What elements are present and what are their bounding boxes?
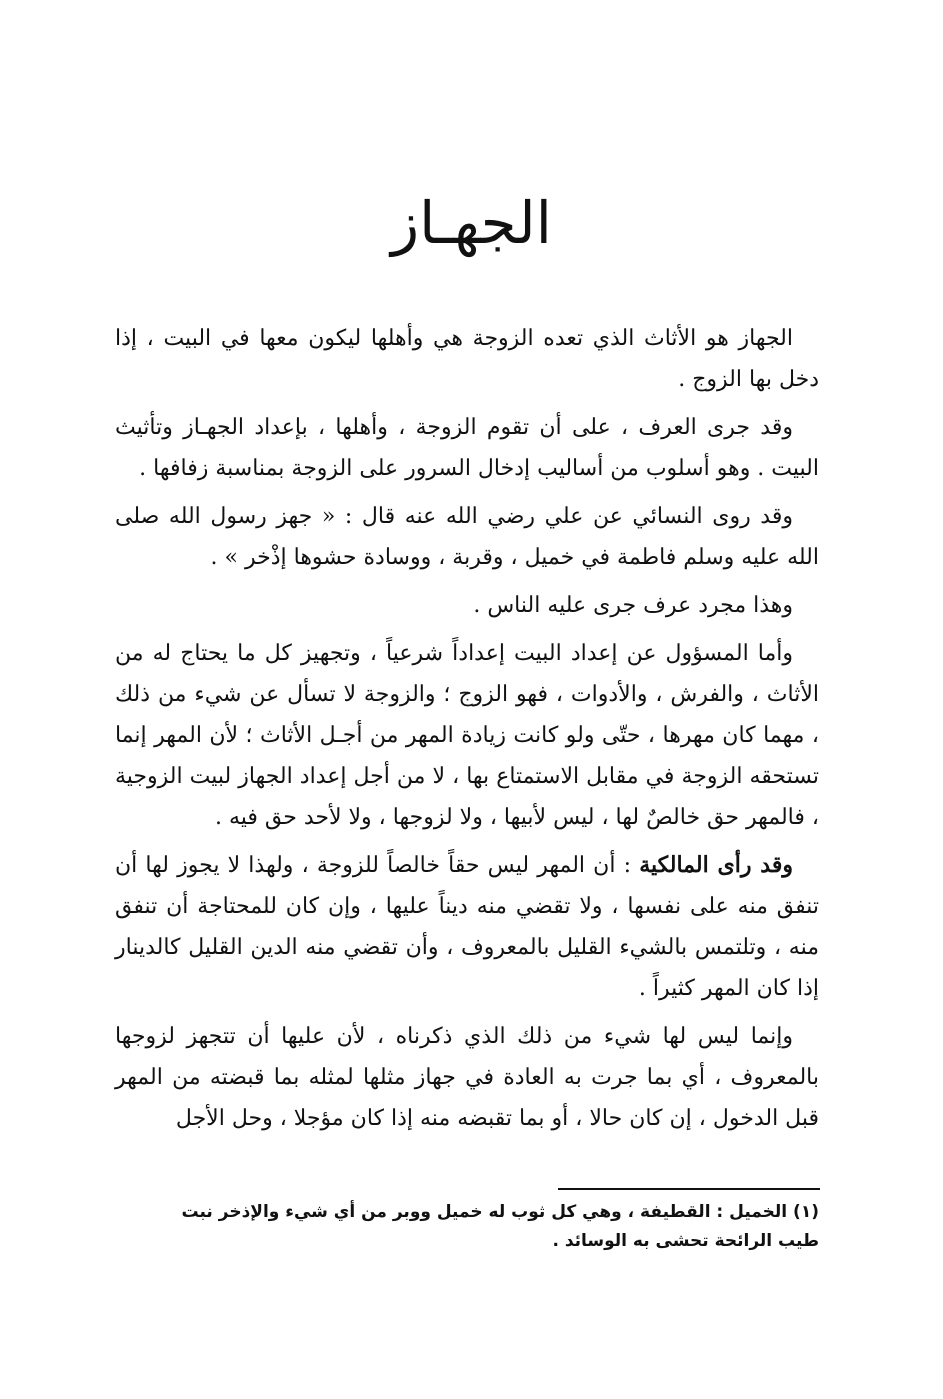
paragraph-1 xyxy=(115,318,819,400)
paragraph-6-text: : أن المهر ليس حقاً خالصاً للزوجة ، ولهذا لا يجوز لها أن تنفق منه على نفسها ، ولا تقضي منه ديناً عليها ، وإن كان للمحتاجة أن تنفق منه ، وتلتمس بالشيء القليل بالمعروف ، وأن تقضي منه الدين القليل كالدينار إذا كان المهر كثيراً . xyxy=(115,853,819,1001)
paragraph-2-text: وقد جرى العرف ، على أن تقوم الزوجة ، وأهلها ، بإعداد الجهـاز وتأثيث البيت . وهو أسلوب من أساليب إدخال السرور على الزوجة بمناسبة زفافها . xyxy=(115,415,819,481)
body-text xyxy=(115,318,819,1146)
paragraph-7-text: وإنما ليس لها شيء من ذلك الذي ذكرناه ، لأن عليها أن تتجهز لزوجها بالمعروف ، أي بما جرت به العادة في جهاز مثلها لمثله بما قبضته من المهر قبل الدخول ، إن كان حالا ، أو بما تقبضه منه إذا كان مؤجلا ، وحل الأجل xyxy=(115,1024,819,1131)
paragraph-4 xyxy=(115,585,819,626)
paragraph-5 xyxy=(115,633,819,838)
paragraph-3-text: وقد روى النسائي عن علي رضي الله عنه قال : « جهز رسول الله صلى الله عليه وسلم فاطمة في خميل ، وقربة ، ووسادة حشوها إذْخر » . xyxy=(115,504,819,570)
paragraph-6 xyxy=(115,845,819,1009)
paragraph-7 xyxy=(115,1016,819,1139)
page-title: الجهـاز xyxy=(391,189,552,257)
paragraph-3 xyxy=(115,496,819,578)
paragraph-6-lead: وقد رأى المالكية xyxy=(639,852,793,878)
paragraph-1-text: الجهاز هو الأثاث الذي تعده الزوجة هي وأهلها ليكون معها في البيت ، إذا دخل بها الزوج . xyxy=(115,326,819,392)
paragraph-5-text: وأما المسؤول عن إعداد البيت إعداداً شرعياً ، وتجهيز كل ما يحتاج له من الأثاث ، والفرش ، والأدوات ، فهو الزوج ؛ والزوجة لا تسأل عن شيء من ذلك ، مهما كان مهرها ، حتّى ولو كانت زيادة المهر من أجـل الأثاث ؛ لأن المهر إنما تستحقه الزوجة في مقابل الاستمتاع بها ، لا من أجل إعداد الجهاز لبيت الزوجية ، فالمهر حق خالصٌ لها ، ليس لأبيها ، ولا لزوجها ، ولا لأحد حق فيه . xyxy=(115,641,820,830)
footnote-divider xyxy=(558,1188,820,1190)
footnote: (١) الخميل : القطيفة ، وهي كل ثوب له خميل ووبر من أي شيء والإذخر نبت طيب الرائحة تحشى به الوسائد . xyxy=(181,1202,819,1251)
paragraph-2 xyxy=(115,407,819,489)
paragraph-4-text: وهذا مجرد عرف جرى عليه الناس . xyxy=(473,593,793,618)
